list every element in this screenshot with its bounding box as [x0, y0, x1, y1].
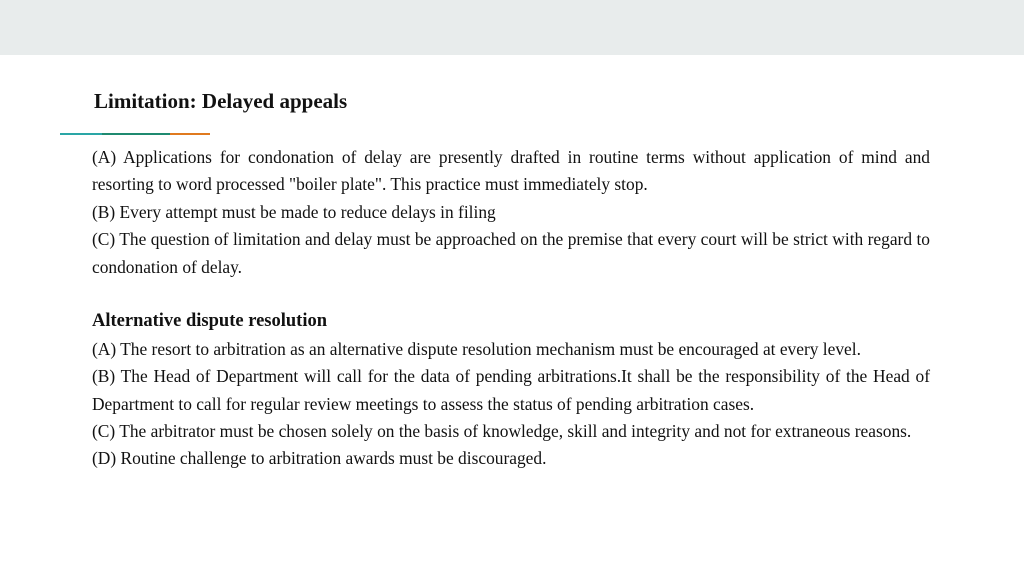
top-band — [0, 0, 1024, 55]
slide-title: Limitation: Delayed appeals — [94, 89, 348, 113]
adr-item-b: (B) The Head of Department will call for the data of pending arbitrations.It shall be the responsibility of the Head of Department to call for regular review meetings to assess the status of pending arbitration cases. — [92, 366, 930, 414]
slide-body — [92, 144, 930, 473]
limitation-item-c: (C) The question of limitation and delay must be approached on the premise that every court will be strict with regard to condonation of delay. — [92, 229, 930, 277]
adr-item-a: (A) The resort to arbitration as an alternative dispute resolution mechanism must be encouraged at every level. — [92, 338, 861, 359]
adr-item-d: (D) Routine challenge to arbitration awards must be discouraged. — [92, 448, 547, 469]
adr-item-c: (C) The arbitrator must be chosen solely on the basis of knowledge, skill and integrity and not for extraneous reasons. — [92, 421, 912, 442]
accent-segment-teal — [60, 133, 102, 135]
limitation-item-b: (B) Every attempt must be made to reduce delays in filing — [92, 201, 496, 222]
title-accent-line — [60, 133, 210, 135]
adr-heading: Alternative dispute resolution — [92, 311, 328, 332]
accent-segment-green — [102, 133, 170, 135]
section-spacer — [92, 281, 930, 308]
accent-segment-orange — [170, 133, 210, 135]
limitation-item-a: (A) Applications for condonation of delay are presently drafted in routine terms without application of mind and resorting to word processed "boiler plate". This practice must immediately stop. — [92, 147, 930, 195]
